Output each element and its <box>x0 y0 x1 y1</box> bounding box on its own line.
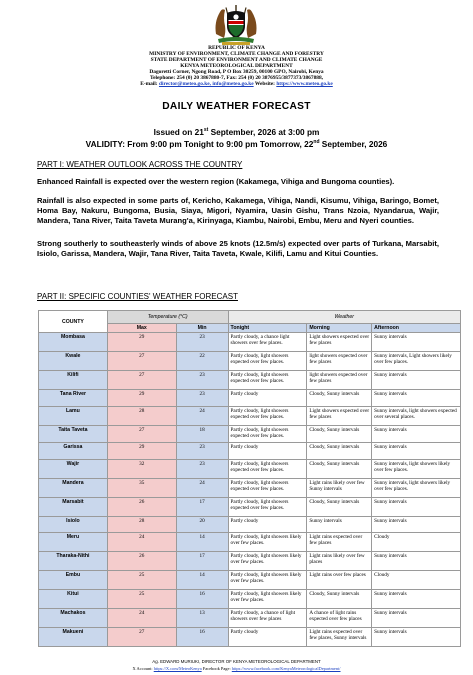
afternoon-cell: Cloudy <box>372 533 461 552</box>
morning-cell: Cloudy, Sunny intervals <box>307 460 372 479</box>
county-cell: Taita Taveta <box>39 426 108 443</box>
afternoon-header: Afternoon <box>372 324 461 333</box>
afternoon-cell: Sunny intervals <box>372 517 461 533</box>
afternoon-cell: Sunny intervals <box>372 628 461 647</box>
min-temp-cell: 14 <box>176 533 228 552</box>
min-temp-cell: 17 <box>176 498 228 517</box>
tonight-cell: Partly cloudy, light showers expected over few places. <box>228 460 307 479</box>
max-temp-cell: 28 <box>107 407 176 426</box>
min-temp-cell: 24 <box>176 479 228 498</box>
table-row <box>39 517 461 533</box>
table-row <box>39 590 461 609</box>
min-temp-cell: 23 <box>176 333 228 352</box>
county-cell: Tharaka-Nithi <box>39 552 108 571</box>
morning-cell: Cloudy, Sunny intervals <box>307 443 372 460</box>
min-header: Min <box>176 324 228 333</box>
weather-header: Weather <box>228 311 460 324</box>
county-cell: Meru <box>39 533 108 552</box>
department-line: KENYA METEOROLOGICAL DEPARTMENT <box>180 63 293 69</box>
outlook-paragraph-2: Rainfall is also expected in some parts of, Kericho, Kakamega, Vihiga, Nandi, Kisumu, Vihiga, Baringo, Bomet, Homa Bay, Nakuru, Bungoma, Busia, Siaya, Migori, Nyamira, Uasin Gishu, Trans Nzoia, Nyandarua, Wajir, Mandera, Tana River, Taita Taveta Murang'a, Kirinyaga, Kiambu, Nairobi, Embu, Meru and Nyeri counties. <box>37 196 439 226</box>
afternoon-cell: Sunny intervals, light showers expected over several places. <box>372 407 461 426</box>
contact-line <box>20 81 453 87</box>
validity-line: VALIDITY: From 9:00 pm Tonight to 9:00 pm Tomorrow, 22nd September, 2026 <box>85 139 388 149</box>
county-cell: Kitui <box>39 590 108 609</box>
min-temp-cell: 13 <box>176 609 228 628</box>
county-cell: Kilifi <box>39 371 108 390</box>
morning-cell: Light rains over few places <box>307 571 372 590</box>
county-header: COUNTY <box>39 311 108 333</box>
afternoon-cell: Sunny intervals, light showers likely over few places. <box>372 460 461 479</box>
email-link[interactable]: director@meteo.go.ke, info@meteo.go.ke <box>158 81 254 87</box>
max-temp-cell: 29 <box>107 390 176 407</box>
morning-cell: Cloudy, Sunny intervals <box>307 498 372 517</box>
tonight-cell: Partly cloudy, light showers likely over few places. <box>228 552 307 571</box>
outlook-paragraph-3: Strong southerly to southeasterly winds of above 25 knots (12.5m/s) expected over parts of Turkana, Marsabit, Isiolo, Garissa, Mandera, Wajir, Tana River, Taita Taveta, Kwale, Kilifi, Lamu and Kitui Counties. <box>37 239 439 259</box>
table-row <box>39 628 461 647</box>
morning-cell: Light rains expected over few places, Sunny intervals <box>307 628 372 647</box>
max-temp-cell: 35 <box>107 479 176 498</box>
part1-heading: PART I: WEATHER OUTLOOK ACROSS THE COUNTRY <box>37 160 243 169</box>
afternoon-cell: Sunny intervals <box>372 426 461 443</box>
morning-cell: Light showers expected over few places <box>307 333 372 352</box>
outlook-paragraph-1: Enhanced Rainfall is expected over the western region (Kakamega, Vihiga and Bungoma counties). <box>37 177 395 186</box>
table-row <box>39 609 461 628</box>
director-signature: Ag. EDWARD MURIUKI, DIRECTOR OF KENYA METEOROLOGICAL DEPARTMENT <box>152 659 321 664</box>
tonight-cell: Partly cloudy <box>228 517 307 533</box>
morning-cell: Light rains likely over few Sunny intervals <box>307 479 372 498</box>
afternoon-cell: Sunny intervals <box>372 443 461 460</box>
tonight-cell: Partly cloudy, light showers expected over few places. <box>228 426 307 443</box>
min-temp-cell: 16 <box>176 590 228 609</box>
max-temp-cell: 24 <box>107 609 176 628</box>
table-row <box>39 407 461 426</box>
tonight-cell: Partly cloudy, light showers expected over few places. <box>228 498 307 517</box>
email-label: E-mail: <box>140 81 158 87</box>
morning-cell: Cloudy, Sunny intervals <box>307 426 372 443</box>
tonight-cell: Partly cloudy, light showers expected over few places. <box>228 479 307 498</box>
tonight-cell: Partly cloudy, light showers likely over few places. <box>228 533 307 552</box>
afternoon-cell: Cloudy <box>372 571 461 590</box>
part2-heading: PART II: SPECIFIC COUNTIES' WEATHER FORECAST <box>37 292 238 301</box>
min-temp-cell: 23 <box>176 371 228 390</box>
temperature-header: Temperature (°C) <box>107 311 228 324</box>
county-cell: Mandera <box>39 479 108 498</box>
table-row <box>39 571 461 590</box>
morning-cell: Light rains likely over few places <box>307 552 372 571</box>
table-row <box>39 390 461 407</box>
tonight-cell: Partly cloudy, light showers likely over few places. <box>228 590 307 609</box>
county-cell: Garissa <box>39 443 108 460</box>
county-cell: Mombasa <box>39 333 108 352</box>
tonight-cell: Partly cloudy, light showers likely over few places. <box>228 571 307 590</box>
max-temp-cell: 26 <box>107 552 176 571</box>
table-row <box>39 371 461 390</box>
max-temp-cell: 27 <box>107 352 176 371</box>
max-temp-cell: 25 <box>107 590 176 609</box>
county-cell: Makueni <box>39 628 108 647</box>
telephone-line: Telephone: 254 (0) 20 3867880-7, Fax: 254 (0) 20 3876955/3877373/3867888, <box>149 75 324 81</box>
afternoon-cell: Sunny intervals <box>372 552 461 571</box>
table-row <box>39 333 461 352</box>
tonight-header: Tonight <box>228 324 307 333</box>
facebook-label: Facebook Page: <box>202 666 231 671</box>
county-cell: Lamu <box>39 407 108 426</box>
kenya-coat-of-arms-icon <box>212 4 260 46</box>
min-temp-cell: 24 <box>176 407 228 426</box>
website-label: Website: <box>254 81 275 87</box>
tonight-cell: Partly cloudy, a chance of light showers over few places <box>228 609 307 628</box>
afternoon-cell: Sunny intervals <box>372 498 461 517</box>
tonight-cell: Partly cloudy, light showers expected over few places. <box>228 352 307 371</box>
afternoon-cell: Sunny intervals <box>372 371 461 390</box>
max-temp-cell: 27 <box>107 371 176 390</box>
afternoon-cell: Sunny intervals <box>372 390 461 407</box>
max-temp-cell: 28 <box>107 517 176 533</box>
morning-cell: Light showers expected over few places <box>307 407 372 426</box>
afternoon-cell: Sunny intervals, light showers likely over few places. <box>372 479 461 498</box>
morning-cell: Cloudy, Sunny intervals <box>307 390 372 407</box>
morning-cell: light showers expected over few places <box>307 371 372 390</box>
morning-cell: Light rains expected over few places <box>307 533 372 552</box>
max-temp-cell: 32 <box>107 460 176 479</box>
ministry-line: MINISTRY OF ENVIRONMENT, CLIMATE CHANGE AND FORESTRY <box>149 51 324 57</box>
max-temp-cell: 24 <box>107 533 176 552</box>
tonight-cell: Partly cloudy, light showers expected over few places. <box>228 371 307 390</box>
min-temp-cell: 22 <box>176 352 228 371</box>
tonight-cell: Partly cloudy <box>228 443 307 460</box>
tonight-cell: Partly cloudy, light showers expected over few places. <box>228 407 307 426</box>
morning-header: Morning <box>307 324 372 333</box>
table-row <box>39 460 461 479</box>
morning-cell: A chance of light rains expected over few places <box>307 609 372 628</box>
max-temp-cell: 29 <box>107 333 176 352</box>
table-row <box>39 552 461 571</box>
morning-cell: light showers expected over few places <box>307 352 372 371</box>
min-temp-cell: 23 <box>176 443 228 460</box>
county-cell: Kwale <box>39 352 108 371</box>
afternoon-cell: Sunny intervals <box>372 333 461 352</box>
afternoon-cell: Sunny intervals <box>372 609 461 628</box>
table-row <box>39 498 461 517</box>
table-row <box>39 533 461 552</box>
facebook-link[interactable]: https://www.facebook.com/KenyaMeteorologicalDepartment/ <box>231 666 341 671</box>
morning-cell: Sunny intervals <box>307 517 372 533</box>
min-temp-cell: 20 <box>176 517 228 533</box>
table-row <box>39 479 461 498</box>
forecast-rows <box>39 333 461 647</box>
max-temp-cell: 25 <box>107 571 176 590</box>
county-forecast-table <box>38 310 461 647</box>
min-temp-cell: 17 <box>176 552 228 571</box>
county-cell: Marsabit <box>39 498 108 517</box>
address-line: Dagoretti Corner, Ngong Road, P O Box 30259, 00100 GPO, Nairobi, Kenya <box>149 69 324 75</box>
table-row <box>39 352 461 371</box>
table-row <box>39 443 461 460</box>
max-temp-cell: 27 <box>107 628 176 647</box>
county-cell: Embu <box>39 571 108 590</box>
min-temp-cell: 23 <box>176 390 228 407</box>
county-cell: Tana River <box>39 390 108 407</box>
tonight-cell: Partly cloudy, a chance light showers over few places. <box>228 333 307 352</box>
county-cell: Machakos <box>39 609 108 628</box>
afternoon-cell: Sunny intervals, Light showers likely over few places. <box>372 352 461 371</box>
min-temp-cell: 16 <box>176 628 228 647</box>
issued-line: Issued on 21st September, 2026 at 3:00 pm <box>153 127 320 137</box>
republic-line: REPUBLIC OF KENYA <box>208 45 265 51</box>
morning-cell: Cloudy, Sunny intervals <box>307 590 372 609</box>
afternoon-cell: Sunny intervals <box>372 590 461 609</box>
document-title: DAILY WEATHER FORECAST <box>162 101 311 112</box>
max-header: Max <box>107 324 176 333</box>
social-links <box>0 666 473 671</box>
x-account-label: X Account: <box>132 666 153 671</box>
x-account-link[interactable]: https://X.com/MeteoKenya <box>153 666 202 671</box>
table-row <box>39 426 461 443</box>
county-cell: Wajir <box>39 460 108 479</box>
county-cell: Isiolo <box>39 517 108 533</box>
min-temp-cell: 14 <box>176 571 228 590</box>
state-department-line: STATE DEPARTMENT OF ENVIRONMENT AND CLIMATE CHANGE <box>150 57 323 63</box>
max-temp-cell: 29 <box>107 443 176 460</box>
tonight-cell: Partly cloudy <box>228 628 307 647</box>
max-temp-cell: 27 <box>107 426 176 443</box>
website-link[interactable]: https://www.meteo.go.ke <box>276 81 333 87</box>
min-temp-cell: 23 <box>176 460 228 479</box>
min-temp-cell: 18 <box>176 426 228 443</box>
tonight-cell: Partly cloudy <box>228 390 307 407</box>
max-temp-cell: 26 <box>107 498 176 517</box>
